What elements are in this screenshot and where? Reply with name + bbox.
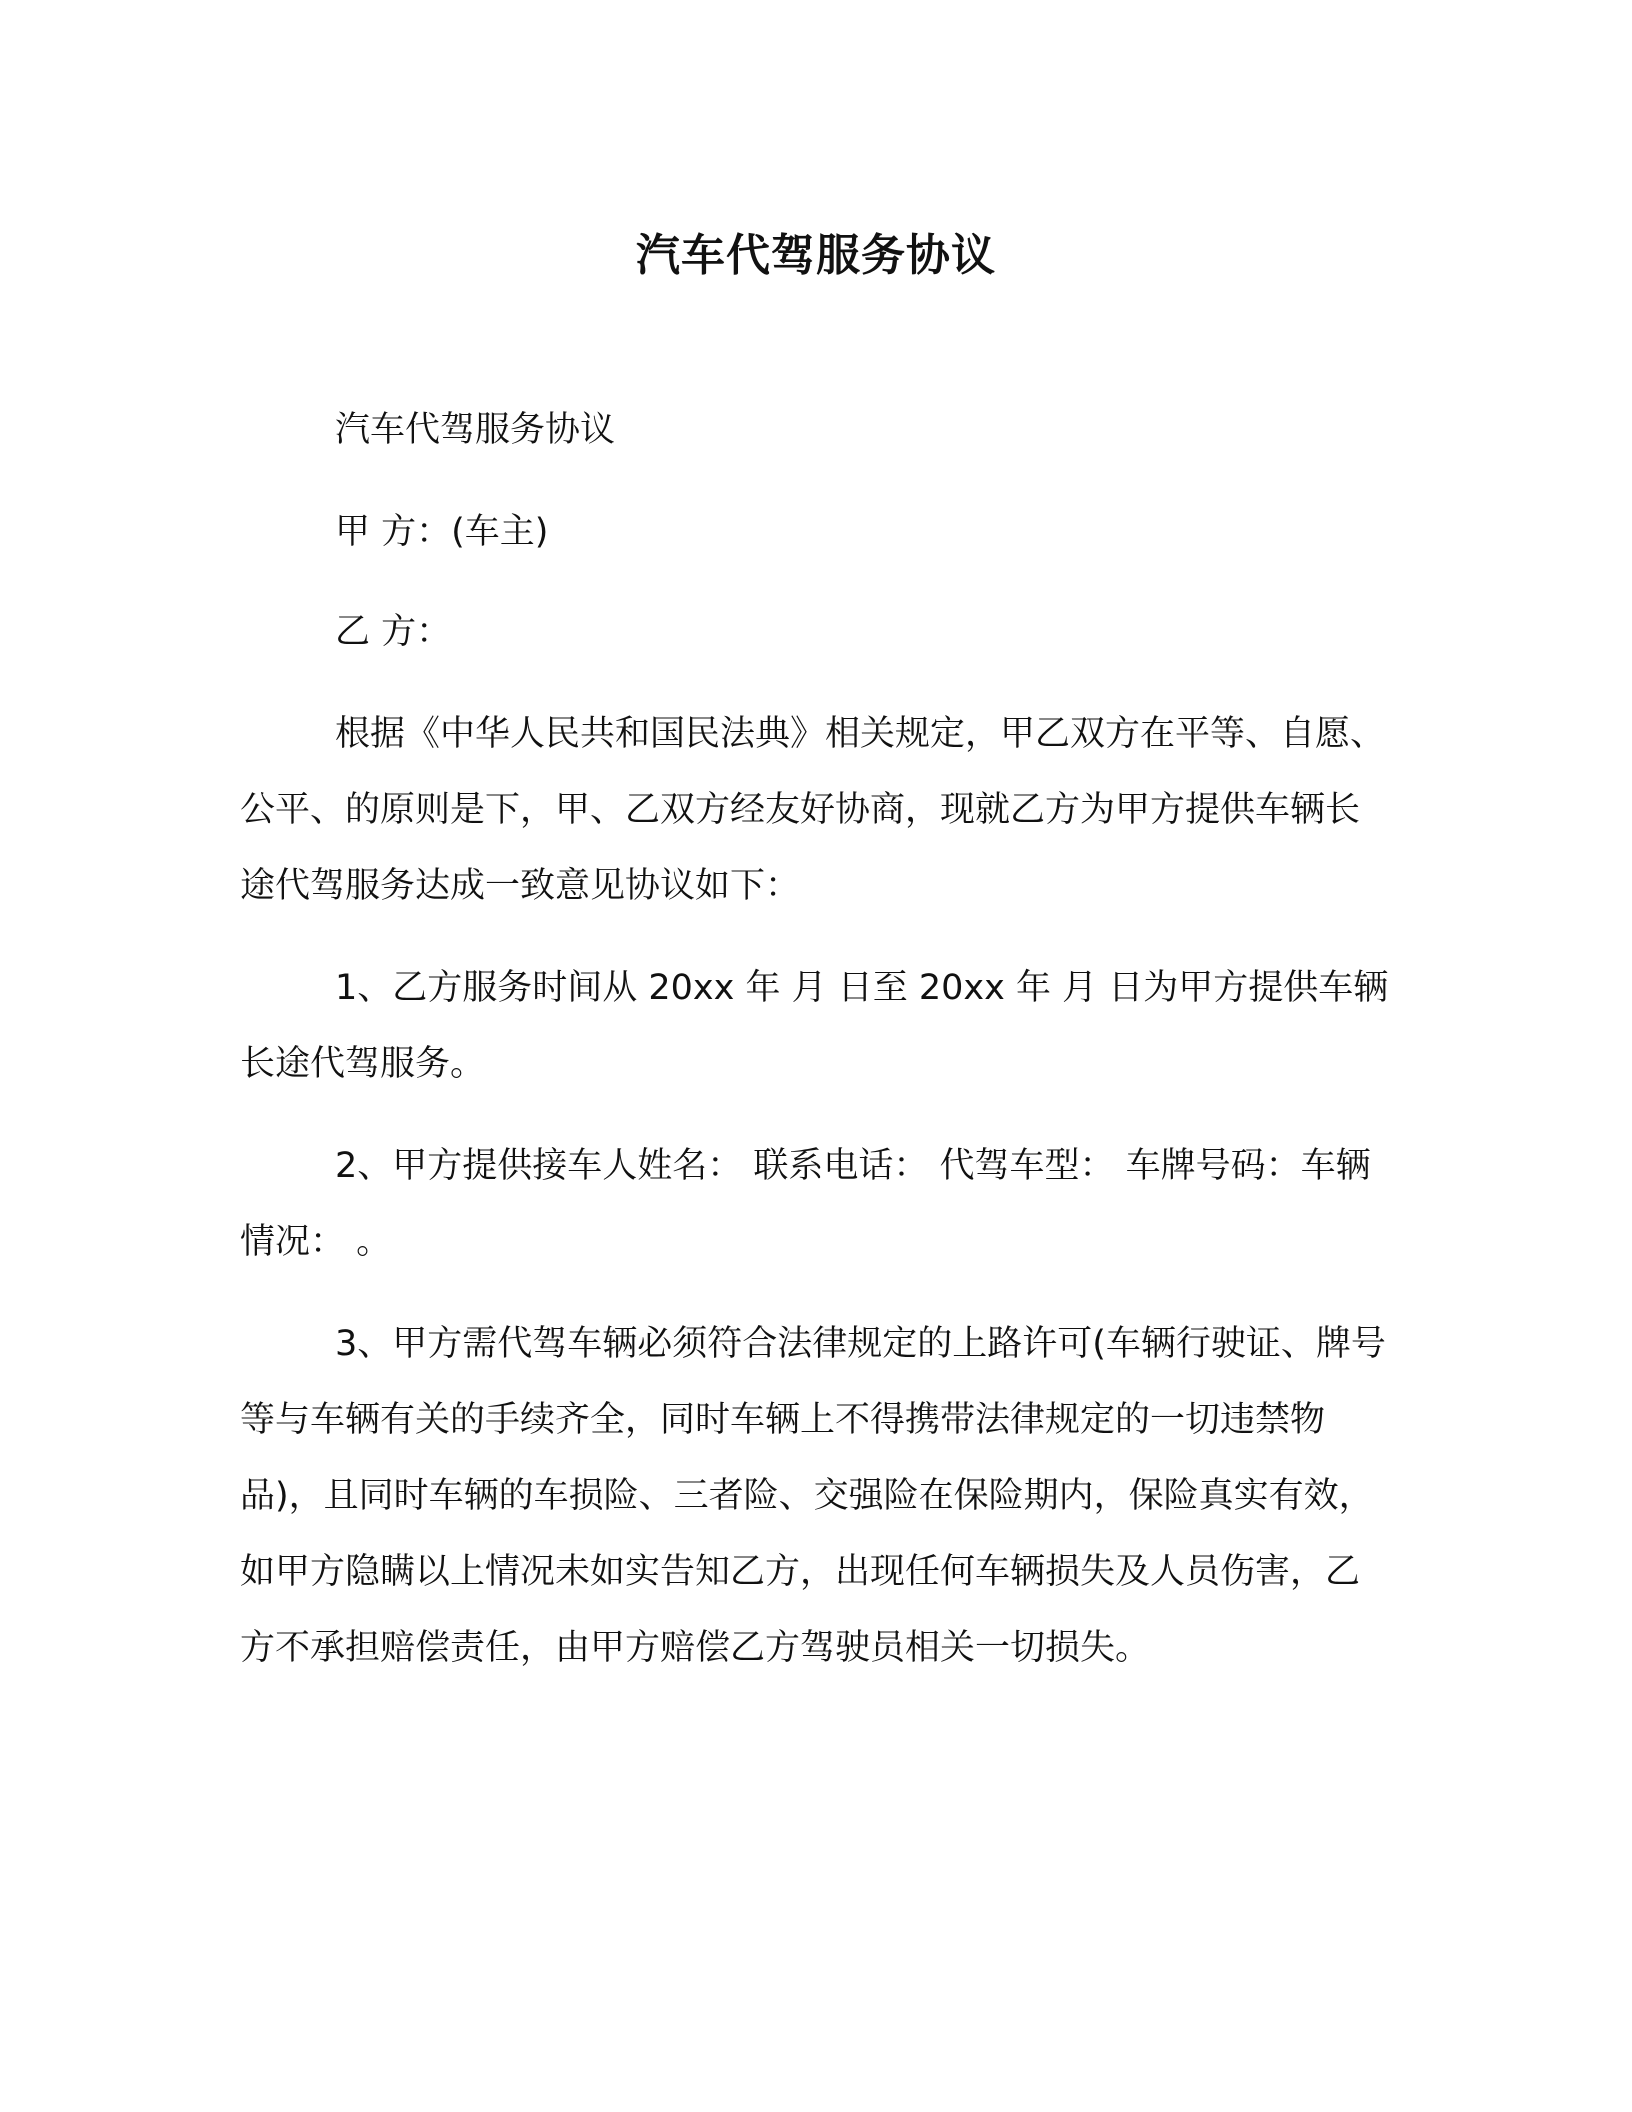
document-title: 汽车代驾服务协议 bbox=[636, 230, 996, 281]
clause-3-paragraph: 3、甲方需代驾车辆必须符合法律规定的上路许可(车辆行驶证、牌号等与车辆有关的手续齐全，同时车辆上不得携带法律规定的一切违禁物品)，且同时车辆的车损险、三者险、交强险在保险期内，保险真实有效，如甲方隐瞒以上情况未如实告知乙方，出现任何车辆损失及人员伤害，乙方不承担赔偿责任，由甲方赔偿乙方驾驶员相关一切损失。 bbox=[240, 1324, 1386, 1668]
party-b-line: 乙 方： bbox=[335, 612, 452, 652]
party-a-line: 甲 方：(车主) bbox=[335, 512, 549, 552]
clause-1-paragraph: 1、乙方服务时间从 20xx 年 月 日至 20xx 年 月 日为甲方提供车辆长途代驾服务。 bbox=[240, 968, 1389, 1084]
document-subtitle: 汽车代驾服务协议 bbox=[335, 410, 616, 450]
intro-paragraph: 根据《中华人民共和国民法典》相关规定，甲乙双方在平等、自愿、公平、的原则是下，甲、乙双方经友好协商，现就乙方为甲方提供车辆长途代驾服务达成一致意见协议如下： bbox=[240, 714, 1386, 906]
clause-2-paragraph: 2、甲方提供接车人姓名： 联系电话： 代驾车型： 车牌号码：车辆情况： 。 bbox=[240, 1146, 1371, 1262]
